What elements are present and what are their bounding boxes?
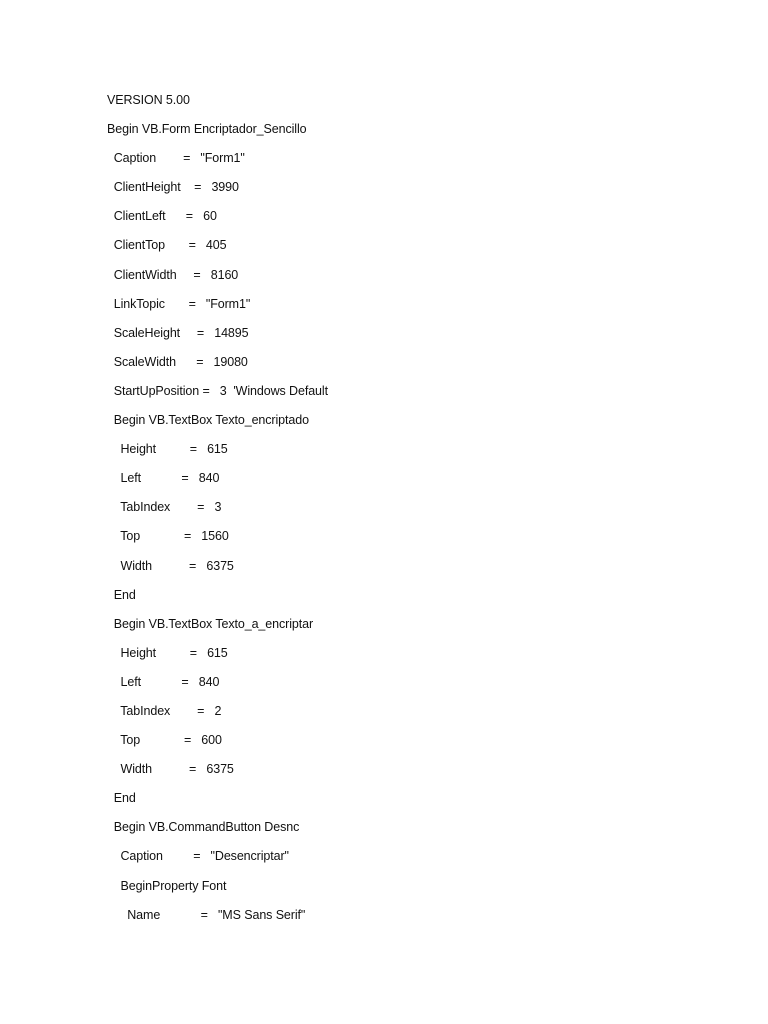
code-line: Begin VB.Form Encriptador_Sencillo <box>107 122 307 137</box>
code-line: Width = 6375 <box>107 558 234 573</box>
code-line: ClientLeft = 60 <box>107 209 217 224</box>
code-line: End <box>107 587 136 602</box>
code-line: Begin VB.TextBox Texto_encriptado <box>107 413 309 428</box>
code-line: VERSION 5.00 <box>107 93 190 107</box>
code-line: Begin VB.TextBox Texto_a_encriptar <box>107 616 314 631</box>
code-line: BeginProperty Font <box>107 878 227 893</box>
code-line: TabIndex = 2 <box>107 703 222 718</box>
code-line: Height = 615 <box>107 442 228 457</box>
code-line: End <box>107 791 136 806</box>
code-line: Width = 6375 <box>107 762 234 777</box>
code-line: Caption = "Form1" <box>107 151 245 166</box>
code-line: Caption = "Desencriptar" <box>107 849 289 864</box>
code-line: Top = 1560 <box>107 529 229 544</box>
code-line: ClientHeight = 3990 <box>107 180 239 195</box>
code-line: Left = 840 <box>107 471 220 486</box>
code-line: Height = 615 <box>107 645 228 660</box>
code-line: Left = 840 <box>107 674 220 689</box>
code-line: ScaleHeight = 14895 <box>107 325 249 340</box>
code-line: TabIndex = 3 <box>107 500 222 515</box>
code-line: StartUpPosition = 3 'Windows Default <box>107 383 328 398</box>
code-line: Top = 600 <box>107 733 222 748</box>
code-line: ScaleWidth = 19080 <box>107 354 248 369</box>
vb-form-source <box>107 90 328 934</box>
code-line: ClientWidth = 8160 <box>107 267 239 282</box>
code-line: Name = "MS Sans Serif" <box>107 907 306 922</box>
code-line: LinkTopic = "Form1" <box>107 296 251 311</box>
code-line: ClientTop = 405 <box>107 238 227 253</box>
code-line: Begin VB.CommandButton Desnc <box>107 820 300 835</box>
